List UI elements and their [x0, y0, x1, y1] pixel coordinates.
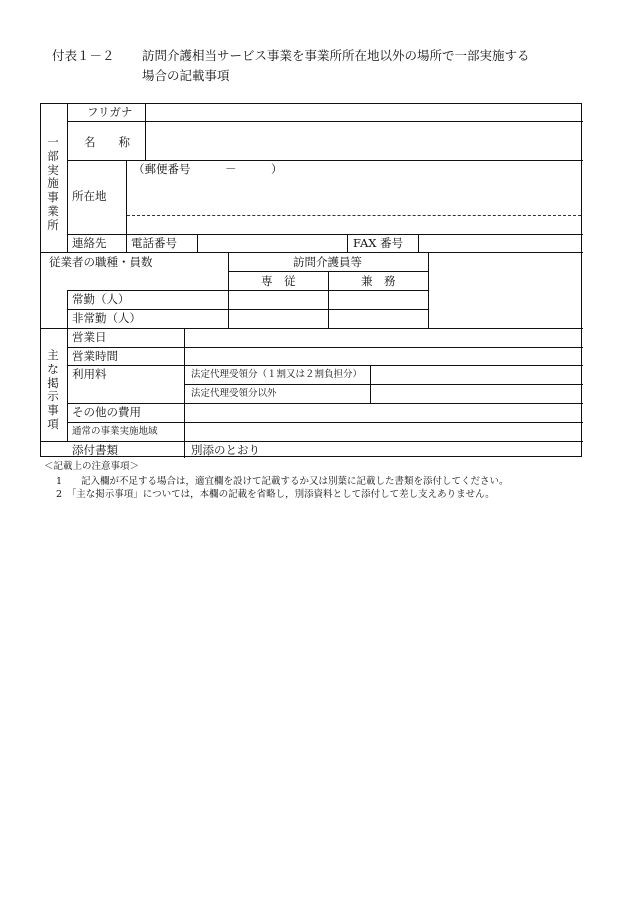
address-field[interactable]	[127, 216, 581, 234]
notes-heading: ＜記載上の注意事項＞	[44, 461, 140, 472]
fee-proxy-label: 法定代理受領分（１割又は２割負担分）	[191, 369, 363, 380]
fee-other-field[interactable]	[371, 385, 581, 402]
row-fulltime-label: 常勤（人）	[72, 292, 130, 306]
service-area-label: 通常の事業実施地域	[72, 426, 158, 437]
phone-label: 電話番号	[131, 236, 177, 250]
section-label-notices: 主 な 掲 示 事 項	[47, 348, 59, 431]
other-costs-field[interactable]	[185, 404, 581, 421]
name-label: 名 称	[84, 135, 130, 149]
business-hours-label: 営業時間	[72, 349, 118, 363]
business-days-field[interactable]	[185, 329, 581, 347]
form-title: 訪問介護相当サービス事業を事業所所在地以外の場所で一部実施する	[142, 48, 530, 63]
postal-code-label: （郵便番号 － ）	[133, 162, 283, 176]
note-item: 1 記入欄が不足する場合は，適宜欄を設けて記載するか又は別葉に記載した書類を添付してください。	[56, 476, 509, 487]
contact-label: 連絡先	[72, 236, 107, 250]
name-field[interactable]	[146, 122, 581, 160]
form-title-continued: 場合の記載事項	[142, 68, 230, 83]
furigana-field[interactable]	[146, 104, 581, 121]
section-label-site: 一 部 実 施 事 業 所	[47, 135, 59, 232]
fulltime-dedicated-field[interactable]	[229, 291, 327, 309]
fax-label: FAX 番号	[353, 236, 404, 250]
note-item: 2 「主な掲示事項」については，本欄の記載を省略し，別添資料として添付して差し支えありません。	[56, 489, 495, 500]
attachment-value: 別添のとおり	[191, 443, 260, 457]
column-fulltime: 専 従	[261, 274, 296, 288]
service-area-field[interactable]	[185, 423, 581, 440]
phone-field[interactable]	[198, 235, 346, 252]
furigana-label: フリガナ	[87, 105, 133, 119]
form-number-label: 付表１－２	[52, 48, 115, 63]
fax-field[interactable]	[419, 235, 581, 252]
fee-other-label: 法定代理受領分以外	[191, 388, 277, 399]
address-label: 所在地	[72, 189, 107, 203]
parttime-dedicated-field[interactable]	[229, 310, 327, 328]
postal-code-field[interactable]	[127, 161, 581, 213]
column-concurrent: 兼 務	[361, 274, 396, 288]
fee-label: 利用料	[72, 367, 107, 381]
staff-group-header: 訪問介護員等	[293, 255, 362, 269]
form-table	[40, 103, 582, 457]
other-costs-label: その他の費用	[72, 405, 141, 419]
parttime-concurrent-field[interactable]	[329, 310, 427, 328]
attachment-label: 添付書類	[72, 443, 118, 457]
business-hours-field[interactable]	[185, 348, 581, 365]
staff-section-title: 従業者の職種・員数	[49, 255, 153, 269]
business-days-label: 営業日	[72, 330, 107, 344]
row-parttime-label: 非常勤（人）	[72, 311, 141, 325]
fulltime-concurrent-field[interactable]	[329, 291, 427, 309]
fee-proxy-field[interactable]	[371, 366, 581, 383]
